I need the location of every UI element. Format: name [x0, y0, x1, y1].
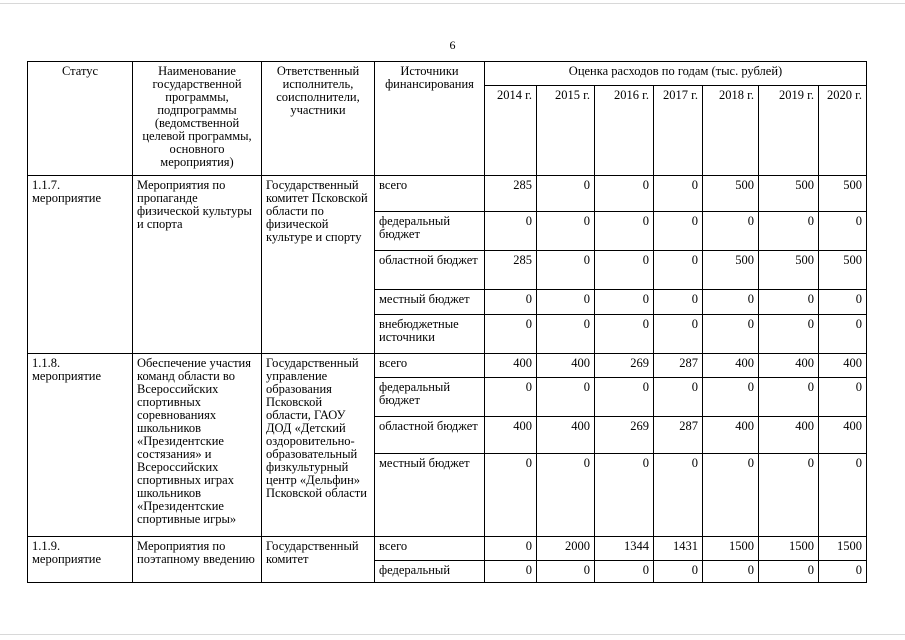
year-header: 2014 г. [485, 86, 537, 176]
value-cell: 0 [485, 561, 537, 583]
row-executor: Государственный комитет [262, 537, 375, 583]
value-cell: 0 [819, 290, 867, 315]
source-label: федеральный бюджет [375, 212, 485, 251]
value-cell: 0 [595, 315, 654, 354]
value-cell: 0 [759, 378, 819, 417]
value-cell: 0 [654, 212, 703, 251]
header-sources: Источники финансирования [375, 62, 485, 176]
value-cell: 0 [485, 537, 537, 561]
value-cell: 0 [654, 454, 703, 537]
value-cell: 0 [654, 561, 703, 583]
value-cell: 0 [703, 454, 759, 537]
value-cell: 0 [759, 561, 819, 583]
value-cell: 0 [537, 378, 595, 417]
source-label: всего [375, 176, 485, 212]
value-cell: 0 [537, 290, 595, 315]
value-cell: 0 [595, 212, 654, 251]
year-header: 2016 г. [595, 86, 654, 176]
value-cell: 0 [595, 378, 654, 417]
value-cell: 0 [595, 290, 654, 315]
value-cell: 0 [485, 454, 537, 537]
budget-table [27, 61, 867, 583]
value-cell: 0 [595, 454, 654, 537]
value-cell: 0 [759, 454, 819, 537]
table-row [28, 537, 867, 561]
source-label: федеральный [375, 561, 485, 583]
value-cell: 0 [595, 176, 654, 212]
value-cell: 1500 [703, 537, 759, 561]
value-cell: 0 [595, 251, 654, 290]
row-executor: Государственный комитет Псковской области по физической культуре и спорту [262, 176, 375, 354]
value-cell: 500 [703, 176, 759, 212]
row-status: 1.1.8. мероприятие [28, 354, 133, 537]
value-cell: 287 [654, 354, 703, 378]
value-cell: 0 [654, 315, 703, 354]
row-name: Обеспечение участия команд области во Всероссийских спортивных соревнованиях школьников «Президентские состязания» и Всероссийских спортивных играх школьников «Президентские спортивные игры» [133, 354, 262, 537]
value-cell: 0 [703, 290, 759, 315]
value-cell: 0 [759, 315, 819, 354]
header-executor: Ответственный исполнитель, соисполнители, участники [262, 62, 375, 176]
value-cell: 400 [703, 354, 759, 378]
value-cell: 269 [595, 417, 654, 454]
value-cell: 0 [485, 378, 537, 417]
value-cell: 400 [759, 417, 819, 454]
value-cell: 0 [703, 212, 759, 251]
value-cell: 400 [537, 417, 595, 454]
value-cell: 1344 [595, 537, 654, 561]
value-cell: 500 [819, 251, 867, 290]
source-label: областной бюджет [375, 417, 485, 454]
table-row [28, 176, 867, 212]
value-cell: 400 [703, 417, 759, 454]
value-cell: 0 [485, 290, 537, 315]
value-cell: 0 [537, 454, 595, 537]
page-number: 6 [449, 38, 456, 52]
value-cell: 400 [759, 354, 819, 378]
row-executor: Государственный управление образования Псковской области, ГАОУ ДОД «Детский оздоровительно-образовательный физкультурный центр «Дельфин» Псковской области [262, 354, 375, 537]
value-cell: 0 [654, 378, 703, 417]
value-cell: 0 [537, 176, 595, 212]
header-program-name: Наименование государственной программы, подпрограммы (ведомственной целевой программы, основного мероприятия) [133, 62, 262, 176]
value-cell: 0 [703, 378, 759, 417]
value-cell: 0 [703, 315, 759, 354]
value-cell: 0 [759, 290, 819, 315]
row-status: 1.1.7. мероприятие [28, 176, 133, 354]
value-cell: 0 [703, 561, 759, 583]
value-cell: 2000 [537, 537, 595, 561]
value-cell: 500 [759, 251, 819, 290]
year-header: 2017 г. [654, 86, 703, 176]
value-cell: 0 [595, 561, 654, 583]
value-cell: 1500 [819, 537, 867, 561]
value-cell: 285 [485, 251, 537, 290]
row-name: Мероприятия по пропаганде физической культуры и спорта [133, 176, 262, 354]
value-cell: 0 [654, 290, 703, 315]
value-cell: 1431 [654, 537, 703, 561]
source-label: всего [375, 537, 485, 561]
source-label: местный бюджет [375, 454, 485, 537]
value-cell: 287 [654, 417, 703, 454]
value-cell: 0 [819, 212, 867, 251]
source-label: всего [375, 354, 485, 378]
value-cell: 0 [819, 378, 867, 417]
value-cell: 400 [485, 417, 537, 454]
header-estimate: Оценка расходов по годам (тыс. рублей) [485, 62, 867, 86]
source-label: областной бюджет [375, 251, 485, 290]
value-cell: 1500 [759, 537, 819, 561]
source-label: внебюджетные источники [375, 315, 485, 354]
value-cell: 0 [654, 176, 703, 212]
table-row [28, 354, 867, 378]
value-cell: 500 [759, 176, 819, 212]
row-name: Мероприятия по поэтапному введению [133, 537, 262, 583]
header-status: Статус [28, 62, 133, 176]
value-cell: 0 [819, 315, 867, 354]
value-cell: 500 [819, 176, 867, 212]
year-header: 2018 г. [703, 86, 759, 176]
value-cell: 0 [819, 454, 867, 537]
source-label: местный бюджет [375, 290, 485, 315]
value-cell: 0 [537, 212, 595, 251]
value-cell: 0 [485, 212, 537, 251]
scan-top-line [0, 3, 905, 4]
value-cell: 0 [819, 561, 867, 583]
value-cell: 0 [485, 315, 537, 354]
value-cell: 400 [819, 417, 867, 454]
value-cell: 0 [537, 315, 595, 354]
value-cell: 0 [537, 251, 595, 290]
value-cell: 285 [485, 176, 537, 212]
value-cell: 0 [654, 251, 703, 290]
value-cell: 400 [819, 354, 867, 378]
value-cell: 0 [759, 212, 819, 251]
year-header: 2019 г. [759, 86, 819, 176]
row-status: 1.1.9. мероприятие [28, 537, 133, 583]
value-cell: 269 [595, 354, 654, 378]
source-label: федеральный бюджет [375, 378, 485, 417]
year-header: 2020 г. [819, 86, 867, 176]
value-cell: 400 [485, 354, 537, 378]
value-cell: 0 [537, 561, 595, 583]
scan-bottom-line [0, 634, 905, 635]
value-cell: 500 [703, 251, 759, 290]
year-header: 2015 г. [537, 86, 595, 176]
value-cell: 400 [537, 354, 595, 378]
